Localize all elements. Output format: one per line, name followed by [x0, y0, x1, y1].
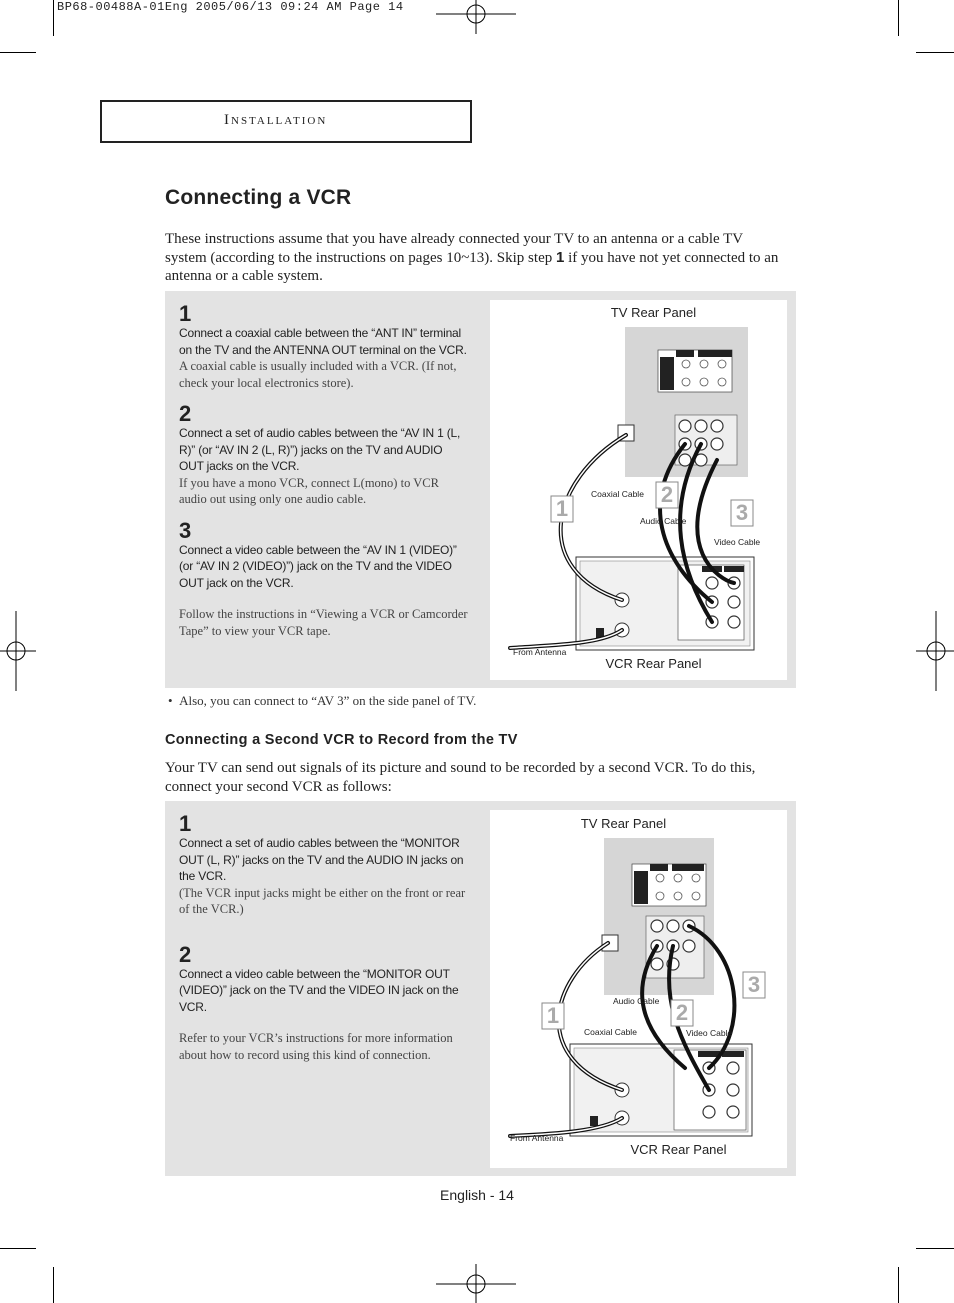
page-footer: English - 14 [440, 1187, 514, 1203]
vcr-rear-panel-label: VCR Rear Panel [630, 1142, 727, 1157]
tv-rear-panel-label: TV Rear Panel [610, 305, 697, 320]
tv-rear-panel-label: TV Rear Panel [580, 816, 667, 831]
steps-column [179, 301, 469, 639]
coaxial-cable-label: Coaxial Cable [591, 489, 644, 499]
video-cable-label: Video Cable [686, 1028, 733, 1038]
callout-2: 2 [675, 1000, 689, 1025]
step-number: 2 [179, 401, 192, 426]
audio-cable-label: Audio Cable [640, 516, 687, 526]
intro-step-ref: 1 [555, 248, 565, 266]
print-header: BP68-00488A-01Eng 2005/06/13 09:24 AM Page 14 [57, 0, 404, 14]
step-note: If you have a mono VCR, connect L(mono) to VCR audio out using only one audio cable. [179, 475, 439, 506]
from-antenna-label: From Antenna [513, 647, 567, 657]
connection-diagram-1 [490, 300, 787, 680]
subsection-intro: Your TV can send out signals of its picture and sound to be recorded by a second VCR. To do this, connect your second VCR as follows: [165, 760, 756, 795]
connection-diagram-2 [490, 810, 787, 1168]
follow-note: Refer to your VCR’s instructions for more information about how to record using this kind of connection. [179, 1031, 453, 1062]
step-number: 1 [179, 301, 192, 326]
step-text: Connect a video cable between the “AV IN 1 (VIDEO)” (or “AV IN 2 (VIDEO)”) jack on the TV and the VIDEO OUT jack on the VCR. [179, 542, 457, 590]
step-note: A coaxial cable is usually included with a VCR. (If not, check your local electronics store). [179, 359, 457, 390]
audio-cable-label: Audio Cable [613, 996, 660, 1006]
intro-paragraph [165, 230, 785, 286]
instruction-panel-1 [165, 291, 796, 688]
intro-text: These instructions assume that you have already connected your TV to an antenna or a cable TV system (according to the instructions on pages 10~13). Skip step [165, 231, 743, 266]
step-number: 1 [179, 811, 192, 836]
subsection-title: Connecting a Second VCR to Record from the TV [165, 732, 518, 748]
section-label: Installation [224, 112, 328, 128]
step-note: (The VCR input jacks might be either on the front or rear of the VCR.) [179, 885, 466, 916]
page-title: Connecting a VCR [165, 186, 352, 209]
step-text: Connect a set of audio cables between the “AV IN 1 (L, R)” (or “AV IN 2 (L, R)”) jacks on the TV and AUDIO OUT jacks on the VCR. [179, 426, 461, 473]
from-antenna-label: From Antenna [510, 1133, 564, 1143]
steps-column [179, 811, 469, 1063]
callout-2: 2 [660, 482, 674, 507]
vcr-rear-panel-label: VCR Rear Panel [605, 656, 702, 671]
step-text: Connect a coaxial cable between the “ANT IN” terminal on the TV and the ANTENNA OUT terminal on the VCR. [179, 326, 467, 357]
callout-1: 1 [546, 1003, 560, 1028]
intro-text-end: if you have not yet connected to an antenna or a cable system. [165, 249, 779, 284]
bullet-note: • Also, you can connect to “AV 3” on the side panel of TV. [168, 693, 477, 708]
section-header-box [100, 100, 472, 143]
instruction-panel-2 [165, 801, 796, 1176]
callout-3: 3 [747, 972, 761, 997]
follow-note: Follow the instructions in “Viewing a VCR or Camcorder Tape” to view your VCR tape. [179, 607, 468, 638]
step-text: Connect a set of audio cables between the “MONITOR OUT (L, R)” jacks on the TV and the AUDIO IN jacks on the VCR. [179, 836, 464, 883]
step-number: 3 [179, 517, 192, 543]
callout-1: 1 [555, 496, 569, 521]
coaxial-cable-label: Coaxial Cable [584, 1027, 637, 1037]
step-text: Connect a video cable between the “MONITOR OUT (VIDEO)” jack on the TV and the VIDEO IN jack on the VCR. [179, 966, 459, 1014]
video-cable-label: Video Cable [714, 537, 761, 547]
bullet-text: Also, you can connect to “AV 3” on the side panel of TV. [179, 693, 477, 708]
callout-3: 3 [735, 500, 749, 525]
step-number: 2 [179, 941, 192, 967]
